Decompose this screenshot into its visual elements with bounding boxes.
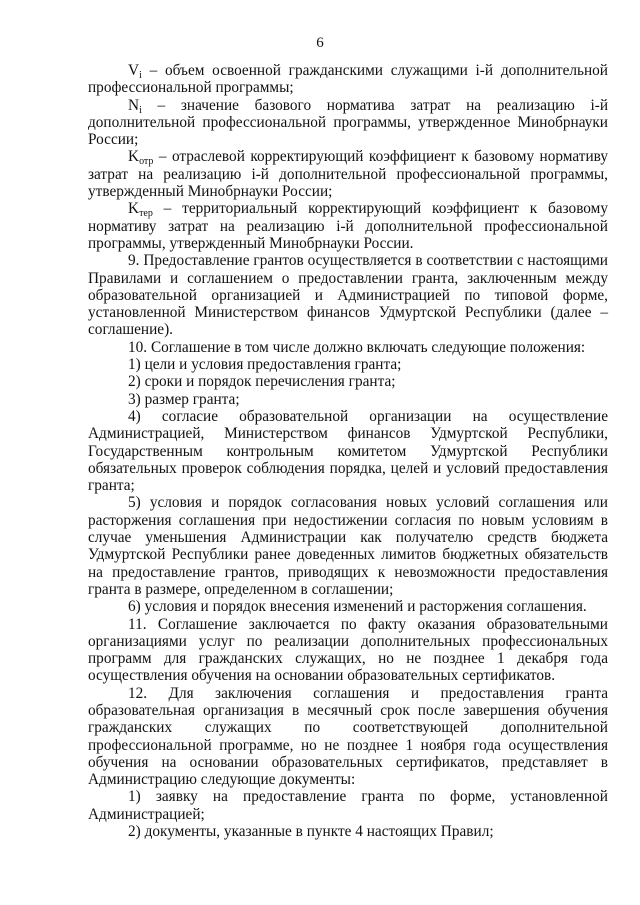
definition-text: – объем освоенной гражданскими служащими i-й дополнительной профессиональной программы; <box>88 62 608 97</box>
clause-10-item-6: 6) условия и порядок внесения изменений и расторжения соглашения. <box>128 598 587 616</box>
clause-9: 9. Предоставление грантов осуществляется в соответствии с настоящими Правилами и соглашением о предоставлении гранта, заключенным между образовательной организацией и Администрацией по типовой форме, установленной Министерством финансов Удмуртской Республики (далее – соглашение). <box>88 252 608 339</box>
clause-10: 10. Соглашение в том числе должно включать следующие положения: <box>128 338 586 356</box>
definition-k-ter <box>88 200 608 252</box>
clause-10-item-3: 3) размер гранта; <box>128 390 240 408</box>
subscript: отр <box>139 156 154 168</box>
symbol: K <box>128 148 140 166</box>
clause-11: 11. Соглашение заключается по факту оказания образовательными организациями услуг по реализации дополнительных профессиональных программ для гражданских служащих, но не позднее 1 декабря года осуществления обучения на основании образовательных сертификатов. <box>88 615 608 685</box>
definition-n <box>88 97 608 149</box>
clause-10-item-5: 5) условия и порядок согласования новых условий соглашения или расторжения соглашения при недостижении согласия по новым условиям в случае уменьшения Администрации как получателю средств бюджета Удмуртской Республики ранее доведенных лимитов бюджетных обязательств на предоставление грантов, приводящих к невозможности предоставления гранта в размере, определенном в соглашении; <box>88 494 608 598</box>
clause-10-item-2: 2) сроки и порядок перечисления гранта; <box>128 373 396 391</box>
clause-10-item-1: 1) цели и условия предоставления гранта; <box>128 356 402 374</box>
subscript: тер <box>139 208 153 220</box>
subscript: i <box>139 70 142 81</box>
definition-text: – отраслевой корректирующий коэффициент к базовому нормативу затрат на реализацию i-й дополнительной профессиональной программы, утвержденный Минобрнауки России; <box>88 148 608 201</box>
definition-text: – значение базового норматива затрат на реализацию i-й дополнительной профессиональной программы, утвержденное Минобрнауки России; <box>88 96 608 149</box>
clause-12: 12. Для заключения соглашения и предоставления гранта образовательная организация в месячный срок после завершения обучения гражданских служащих по соответствующей дополнительной профессиональной программе, но не позднее 1 ноября года осуществления обучения на основании образовательных сертификатов, представляет в Администрацию следующие документы: <box>88 684 608 789</box>
definition-v <box>88 62 608 97</box>
symbol: V <box>128 62 140 79</box>
page-number: 6 <box>316 35 324 51</box>
symbol: K <box>128 200 140 218</box>
symbol: N <box>128 96 140 114</box>
subscript: i <box>139 104 142 116</box>
clause-12-item-1: 1) заявку на предоставление гранта по форме, установленной Администрацией; <box>88 788 608 823</box>
clause-10-item-4: 4) согласие образовательной организации на осуществление Администрацией, Министерством финансов Удмуртской Республики, Государственным контрольным комитетом Удмуртской Республики обязательных проверок соблюдения порядка, целей и условий предоставления гранта; <box>88 407 608 495</box>
clause-12-item-2: 2) документы, указанные в пункте 4 настоящих Правил; <box>128 823 494 841</box>
definition-text: – территориальный корректирующий коэффициент к базовому нормативу затрат на реализацию i-й дополнительной профессиональной программы, утвержденный Минобрнауки России. <box>88 200 608 252</box>
definition-k-otr <box>88 148 608 200</box>
